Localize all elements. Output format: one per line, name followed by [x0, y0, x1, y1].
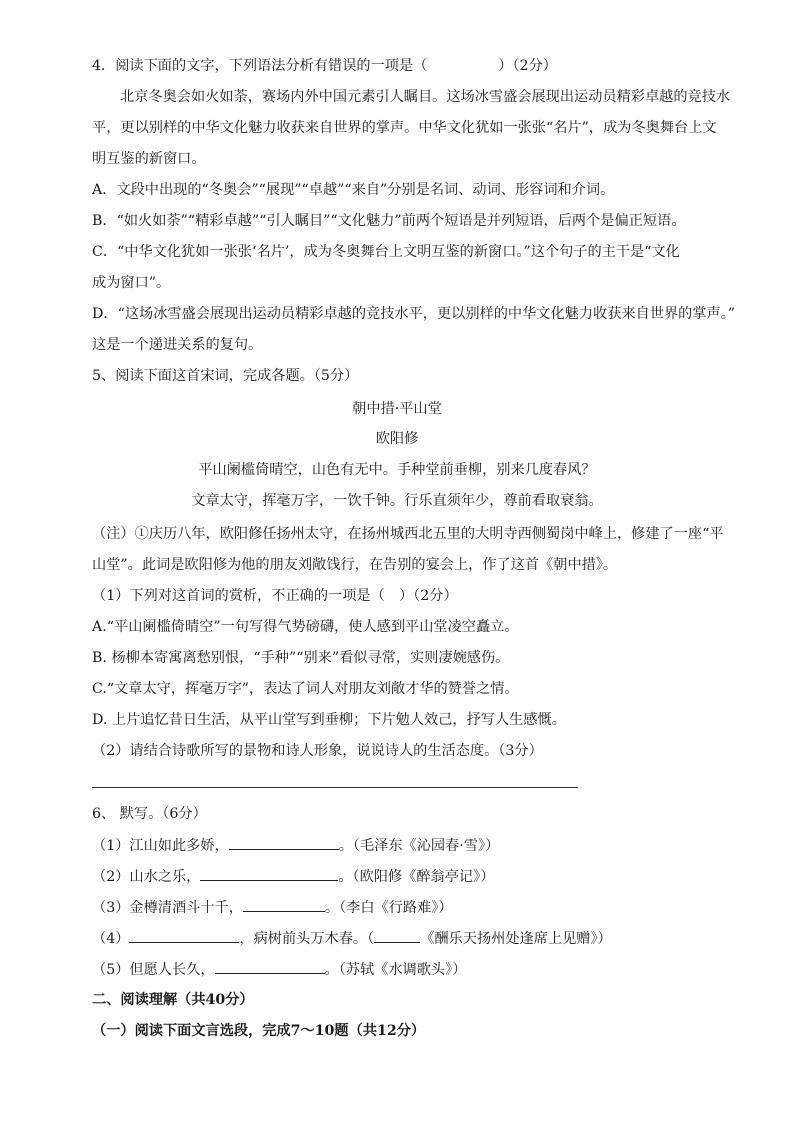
- dictation-prompt: （2）山水之乐，: [92, 869, 201, 885]
- section-heading: 二、阅读理解（共40分）: [92, 992, 254, 1008]
- question-5-1-option-a: A.“平山阑槛倚晴空”一句写得气势磅礴，使人感到平山堂凌空矗立。: [92, 619, 519, 635]
- question-4-passage-line: 北京冬奥会如火如荼，赛场内外中国元素引人瞩目。这场冰雪盛会展现出运动员精彩卓越的竞技水: [120, 89, 731, 105]
- poem-note-cont: 山堂”。此词是欧阳修为他的朋友刘敞饯行，在告别的宴会上，作了这首《朝中措》。: [92, 557, 618, 573]
- poem-title: 朝中措·平山堂: [352, 401, 442, 417]
- dictation-source: 《酬乐天扬州处逢席上见赠》）: [420, 931, 612, 947]
- dictation-item-5: [92, 959, 732, 980]
- dictation-prompt: （3）金樽清酒斗十千，: [92, 900, 243, 916]
- dictation-item-3: [92, 897, 732, 918]
- question-4-option-a: A．文段中出现的“冬奥会”“展现”“卓越”“来自”分别是名词、动词、形容词和介词。: [92, 182, 615, 198]
- dictation-source: 。（苏轼《水调歌头》）: [324, 962, 467, 978]
- question-5-1-stem: （1）下列对这首词的赏析，不正确的一项是（ ）（2分）: [92, 588, 458, 604]
- question-5-1-option-d: D. 上片追忆昔日生活，从平山堂写到垂柳；下片勉人效己，抒写人生感慨。: [92, 712, 566, 728]
- question-4-passage-line: 明互鉴的新窗口。: [92, 151, 206, 167]
- dictation-blank[interactable]: [129, 928, 239, 943]
- question-6-stem: 6、 默写。（6分）: [92, 806, 207, 822]
- poem-line: 平山阑槛倚晴空，山色有无中。手种堂前垂柳，别来几度春风？: [198, 462, 596, 478]
- dictation-blank[interactable]: [200, 866, 338, 881]
- question-4-option-d: D．“这场冰雪盛会展现出运动员精彩卓越的竞技水平，更以别样的中华文化魅力收获来自世界的掌声。”: [92, 306, 736, 322]
- question-5-1-option-c: C.“文章太守，挥毫万字”，表达了词人对朋友刘敞才华的赞誉之情。: [92, 681, 519, 697]
- question-5-2-stem: （2）请结合诗歌所写的景物和诗人形象，说说诗人的生活态度。（3分）: [92, 743, 543, 759]
- question-5-stem: 5、阅读下面这首宋词，完成各题。（5分）: [92, 368, 359, 384]
- poem-note: （注）①庆历八年，欧阳修任扬州太守，在扬州城西北五里的大明寺西侧蜀岗中峰上，修建了一座“平: [92, 526, 724, 542]
- dictation-blank[interactable]: [229, 835, 339, 850]
- dictation-prompt: （1）江山如此多娇，: [92, 838, 229, 854]
- poem-author: 欧阳修: [375, 431, 419, 447]
- subsection-heading: （一）阅读下面文言选段，完成7～10题（共12分）: [92, 1023, 426, 1039]
- dictation-source: 。（欧阳修《醉翁亭记》）: [338, 869, 495, 885]
- dictation-prompt: （5）但愿人长久，: [92, 962, 215, 978]
- dictation-blank[interactable]: [374, 928, 420, 943]
- question-4-option-b: B．“如火如荼”“精彩卓越”“引人瞩目”“文化魅力”前两个短语是并列短语，后两个是偏正短语。: [92, 213, 686, 229]
- answer-line[interactable]: [92, 787, 578, 788]
- question-4-passage-line: 平，更以别样的中华文化魅力收获来自世界的掌声。中华文化犹如一张张“名片”，成为冬奥舞台上文: [92, 120, 717, 136]
- dictation-blank[interactable]: [243, 897, 325, 912]
- dictation-prompt: ，病树前头万木春。（: [239, 931, 375, 947]
- question-4-option-d-cont: 这是一个递进关系的复句。: [92, 337, 263, 353]
- question-4-stem: 4．阅读下面的文字，下列语法分析有错误的一项是（ ）（2分）: [92, 58, 557, 74]
- dictation-prompt: （4）: [92, 931, 130, 947]
- question-4-option-c: C．“中华文化犹如一张张‘名片’，成为冬奥舞台上文明互鉴的新窗口。”这个句子的主干是“文化: [92, 244, 680, 260]
- dictation-source: 。（李白《行路难》）: [324, 900, 453, 916]
- dictation-blank[interactable]: [215, 959, 325, 974]
- dictation-item-2: [92, 866, 732, 887]
- dictation-item-4: [92, 928, 732, 949]
- dictation-source: 。（毛泽东《沁园春·雪》）: [338, 838, 500, 854]
- poem-line: 文章太守，挥毫万字，一饮千钟。行乐直须年少，尊前看取衰翁。: [191, 493, 603, 509]
- question-5-1-option-b: B. 杨柳本寄寓离愁别恨，“手种”“别来”看似寻常，实则凄婉感伤。: [92, 650, 510, 666]
- dictation-item-1: [92, 835, 732, 856]
- question-4-option-c-cont: 成为窗口”。: [92, 275, 171, 291]
